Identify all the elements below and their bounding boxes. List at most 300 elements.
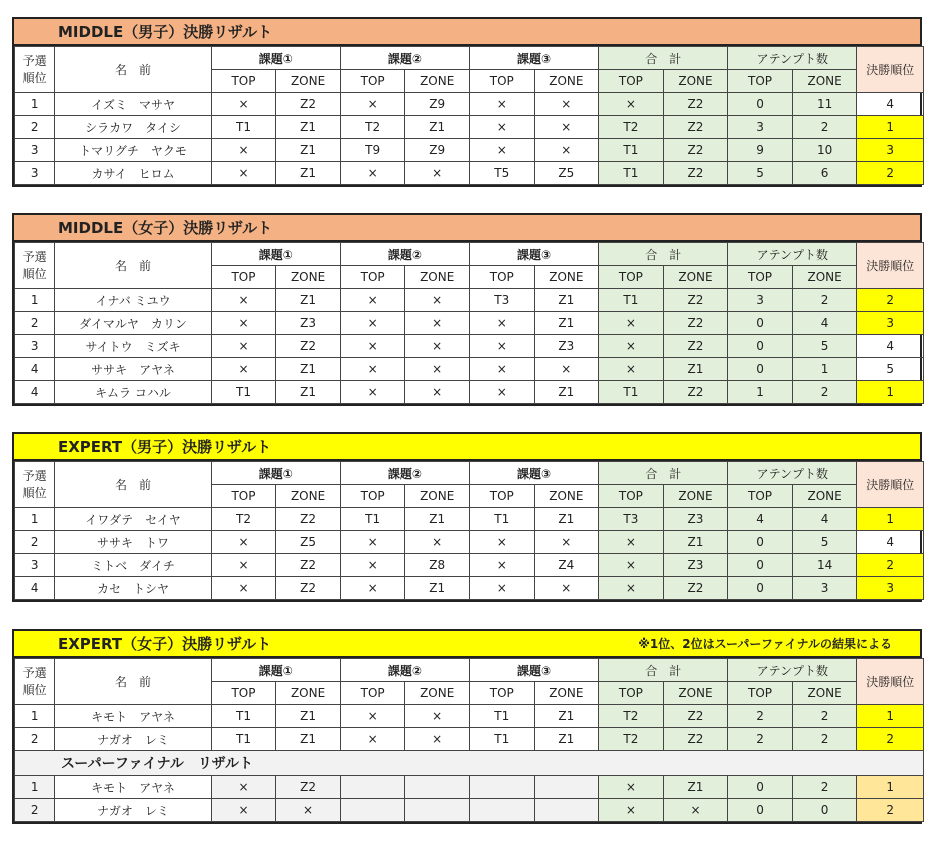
task-zone: Z9 — [405, 139, 470, 162]
total-zone: Z2 — [663, 139, 728, 162]
final-rank-header: 決勝順位 — [857, 659, 924, 705]
athlete-name: キムラ コハル — [55, 381, 211, 404]
final-rank: 2 — [857, 162, 924, 185]
name-header: 名 前 — [55, 243, 211, 289]
task-top: × — [340, 93, 405, 116]
prelim-rank-header — [15, 659, 55, 705]
zone-subheader: ZONE — [405, 70, 470, 93]
total-top: × — [599, 531, 664, 554]
task-top: × — [340, 335, 405, 358]
task-top: T1 — [211, 381, 276, 404]
section-title: MIDDLE（女子）決勝リザルト — [58, 219, 273, 237]
task-zone: × — [534, 358, 599, 381]
attempts-top: 0 — [728, 577, 793, 600]
task-zone: Z1 — [534, 728, 599, 751]
task3-header: 課題③ — [469, 47, 598, 70]
task-top: × — [211, 531, 276, 554]
total-top: T1 — [599, 289, 664, 312]
total-top: × — [599, 577, 664, 600]
results-table — [14, 46, 924, 185]
task2-header: 課題② — [340, 243, 469, 266]
table-row — [15, 289, 924, 312]
section-title: EXPERT（男子）決勝リザルト — [58, 438, 272, 456]
total-top: × — [599, 93, 664, 116]
zone-subheader: ZONE — [792, 70, 857, 93]
athlete-name: ミトベ ダイチ — [55, 554, 211, 577]
table-row — [15, 312, 924, 335]
task-top: T1 — [211, 728, 276, 751]
final-rank: 2 — [857, 728, 924, 751]
task1-header: 課題① — [211, 243, 340, 266]
athlete-name: ナガオ レミ — [55, 728, 211, 751]
total-top: × — [599, 358, 664, 381]
task-top: × — [211, 554, 276, 577]
task-top: × — [340, 554, 405, 577]
total-zone: Z1 — [663, 531, 728, 554]
final-rank: 4 — [857, 335, 924, 358]
total-zone: Z1 — [663, 776, 728, 799]
task-zone: Z1 — [276, 289, 341, 312]
total-top: T1 — [599, 139, 664, 162]
empty-cell — [469, 776, 534, 799]
attempts-zone: 14 — [792, 554, 857, 577]
section-title-bar — [12, 629, 922, 656]
total-top: T3 — [599, 508, 664, 531]
top-subheader: TOP — [211, 682, 276, 705]
section-note: ※1位、2位はスーパーファイナルの結果による — [638, 637, 892, 651]
task-top: × — [469, 531, 534, 554]
task-top: T5 — [469, 162, 534, 185]
final-rank: 1 — [857, 776, 924, 799]
attempts-zone: 5 — [792, 531, 857, 554]
final-rank: 3 — [857, 139, 924, 162]
zone-subheader: ZONE — [405, 485, 470, 508]
task-top: × — [469, 358, 534, 381]
task2-header: 課題② — [340, 462, 469, 485]
task-top: T1 — [469, 508, 534, 531]
task-zone: Z1 — [276, 381, 341, 404]
zone-subheader: ZONE — [405, 266, 470, 289]
task-zone: × — [405, 705, 470, 728]
task-zone: × — [405, 728, 470, 751]
prelim-rank-header-line: 順位 — [22, 682, 47, 697]
superfinal-title-cell — [15, 751, 924, 776]
attempts-header: アテンプト数 — [728, 47, 857, 70]
athlete-name: ササキ アヤネ — [55, 358, 211, 381]
task1-header: 課題① — [211, 659, 340, 682]
attempts-top: 4 — [728, 508, 793, 531]
task-zone: Z5 — [276, 531, 341, 554]
name-header: 名 前 — [55, 659, 211, 705]
task-top: × — [211, 162, 276, 185]
total-zone: Z2 — [663, 312, 728, 335]
total-zone: Z2 — [663, 335, 728, 358]
athlete-name: サイトウ ミズキ — [55, 335, 211, 358]
empty-cell — [405, 776, 470, 799]
table-row — [15, 577, 924, 600]
task3-header: 課題③ — [469, 243, 598, 266]
top-subheader: TOP — [599, 70, 664, 93]
task-zone: Z2 — [276, 577, 341, 600]
top-subheader: TOP — [728, 266, 793, 289]
total-zone: Z2 — [663, 728, 728, 751]
attempts-top: 0 — [728, 335, 793, 358]
prelim-rank-header-line: 予選 — [22, 53, 47, 68]
zone-subheader: ZONE — [276, 70, 341, 93]
prelim-rank: 2 — [15, 799, 55, 822]
attempts-top: 9 — [728, 139, 793, 162]
task-top: × — [211, 93, 276, 116]
total-header: 合 計 — [599, 243, 728, 266]
table-row — [15, 116, 924, 139]
attempts-header: アテンプト数 — [728, 462, 857, 485]
attempts-top: 0 — [728, 531, 793, 554]
task-top: × — [340, 577, 405, 600]
athlete-name: イナバ ミユウ — [55, 289, 211, 312]
task-top: × — [469, 577, 534, 600]
task-zone: Z1 — [276, 162, 341, 185]
results-table — [14, 658, 924, 822]
attempts-zone: 10 — [792, 139, 857, 162]
zone-subheader: ZONE — [663, 70, 728, 93]
task-top: × — [469, 335, 534, 358]
zone-subheader: ZONE — [405, 682, 470, 705]
final-rank: 2 — [857, 554, 924, 577]
header-row — [15, 659, 924, 682]
zone-subheader: ZONE — [663, 266, 728, 289]
prelim-rank: 2 — [15, 531, 55, 554]
task-top: × — [469, 93, 534, 116]
superfinal-title: スーパーファイナル リザルト — [61, 756, 253, 772]
task-zone: Z1 — [405, 508, 470, 531]
task-zone: Z1 — [405, 116, 470, 139]
final-rank: 3 — [857, 577, 924, 600]
prelim-rank-header — [15, 47, 55, 93]
final-rank: 2 — [857, 289, 924, 312]
table-row — [15, 162, 924, 185]
top-subheader: TOP — [340, 266, 405, 289]
results-table-frame — [12, 459, 922, 602]
section-title: EXPERT（女子）決勝リザルト — [58, 635, 272, 653]
attempts-zone: 2 — [792, 289, 857, 312]
attempts-zone: 2 — [792, 381, 857, 404]
task-top: × — [469, 139, 534, 162]
task-zone: Z1 — [405, 577, 470, 600]
prelim-rank: 2 — [15, 312, 55, 335]
empty-cell — [534, 776, 599, 799]
attempts-top: 0 — [728, 312, 793, 335]
results-table — [14, 461, 924, 600]
empty-cell — [469, 799, 534, 822]
task-zone: × — [276, 799, 341, 822]
task-top: × — [340, 381, 405, 404]
top-subheader: TOP — [469, 70, 534, 93]
task-zone: Z1 — [276, 728, 341, 751]
section-title-bar — [12, 213, 922, 240]
task-zone: × — [405, 289, 470, 312]
total-top: × — [599, 799, 664, 822]
total-zone: Z2 — [663, 116, 728, 139]
attempts-top: 0 — [728, 776, 793, 799]
results-table-frame — [12, 44, 922, 187]
final-rank: 5 — [857, 358, 924, 381]
attempts-zone: 2 — [792, 705, 857, 728]
athlete-name: シラカワ タイシ — [55, 116, 211, 139]
results-table-frame — [12, 240, 922, 406]
zone-subheader: ZONE — [792, 682, 857, 705]
task-top: T2 — [211, 508, 276, 531]
athlete-name: イズミ マサヤ — [55, 93, 211, 116]
attempts-zone: 3 — [792, 577, 857, 600]
task-zone: × — [405, 162, 470, 185]
prelim-rank: 4 — [15, 381, 55, 404]
task-zone: × — [534, 116, 599, 139]
top-subheader: TOP — [469, 682, 534, 705]
task-zone: Z1 — [534, 705, 599, 728]
total-top: × — [599, 312, 664, 335]
final-rank-header: 決勝順位 — [857, 462, 924, 508]
task3-header: 課題③ — [469, 659, 598, 682]
attempts-top: 3 — [728, 289, 793, 312]
attempts-zone: 11 — [792, 93, 857, 116]
prelim-rank: 4 — [15, 577, 55, 600]
table-row — [15, 93, 924, 116]
task-zone: Z4 — [534, 554, 599, 577]
total-zone: Z2 — [663, 162, 728, 185]
total-header: 合 計 — [599, 47, 728, 70]
total-header: 合 計 — [599, 462, 728, 485]
name-header: 名 前 — [55, 462, 211, 508]
task-zone: × — [405, 335, 470, 358]
task-top: T2 — [340, 116, 405, 139]
task-zone: Z1 — [534, 508, 599, 531]
total-zone: Z2 — [663, 705, 728, 728]
zone-subheader: ZONE — [663, 485, 728, 508]
table-row — [15, 508, 924, 531]
total-zone: × — [663, 799, 728, 822]
zone-subheader: ZONE — [276, 485, 341, 508]
top-subheader: TOP — [469, 266, 534, 289]
athlete-name: ダイマルヤ カリン — [55, 312, 211, 335]
task-top: T1 — [211, 705, 276, 728]
task-top: × — [340, 162, 405, 185]
task1-header: 課題① — [211, 462, 340, 485]
athlete-name: ナガオ レミ — [55, 799, 211, 822]
zone-subheader: ZONE — [534, 485, 599, 508]
zone-subheader: ZONE — [663, 682, 728, 705]
task-top: × — [211, 335, 276, 358]
attempts-top: 2 — [728, 728, 793, 751]
section-title-bar — [12, 432, 922, 459]
table-row — [15, 705, 924, 728]
results-table-frame — [12, 656, 922, 824]
attempts-header: アテンプト数 — [728, 659, 857, 682]
final-rank: 4 — [857, 93, 924, 116]
task-zone: Z3 — [276, 312, 341, 335]
task-zone: × — [534, 139, 599, 162]
athlete-name: カセ トシヤ — [55, 577, 211, 600]
superfinal-title-row — [15, 751, 924, 776]
prelim-rank: 3 — [15, 554, 55, 577]
task-zone: Z8 — [405, 554, 470, 577]
total-top: T1 — [599, 381, 664, 404]
top-subheader: TOP — [340, 682, 405, 705]
total-header: 合 計 — [599, 659, 728, 682]
task-top: T1 — [469, 705, 534, 728]
final-rank: 3 — [857, 312, 924, 335]
attempts-top: 5 — [728, 162, 793, 185]
task-top: T9 — [340, 139, 405, 162]
table-row — [15, 139, 924, 162]
task-top: × — [340, 531, 405, 554]
zone-subheader: ZONE — [792, 266, 857, 289]
task-top: × — [340, 312, 405, 335]
task-top: × — [340, 728, 405, 751]
prelim-rank: 2 — [15, 116, 55, 139]
top-subheader: TOP — [728, 485, 793, 508]
final-rank: 1 — [857, 381, 924, 404]
final-rank: 2 — [857, 799, 924, 822]
prelim-rank: 1 — [15, 705, 55, 728]
athlete-name: イワダテ セイヤ — [55, 508, 211, 531]
prelim-rank-header-line: 順位 — [22, 485, 47, 500]
prelim-rank-header-line: 予選 — [22, 468, 47, 483]
task-top: T1 — [211, 116, 276, 139]
total-top: × — [599, 554, 664, 577]
task-zone: Z2 — [276, 776, 341, 799]
empty-cell — [534, 799, 599, 822]
table-row — [15, 554, 924, 577]
task2-header: 課題② — [340, 659, 469, 682]
task1-header: 課題① — [211, 47, 340, 70]
total-top: × — [599, 335, 664, 358]
table-row — [15, 335, 924, 358]
task-zone: × — [405, 312, 470, 335]
final-rank: 1 — [857, 705, 924, 728]
total-top: T2 — [599, 705, 664, 728]
table-row — [15, 728, 924, 751]
superfinal-row — [15, 776, 924, 799]
task-top: × — [469, 381, 534, 404]
athlete-name: キモト アヤネ — [55, 705, 211, 728]
result-section — [12, 629, 922, 824]
top-subheader: TOP — [599, 682, 664, 705]
attempts-zone: 5 — [792, 335, 857, 358]
total-top: T2 — [599, 728, 664, 751]
top-subheader: TOP — [211, 266, 276, 289]
total-top: T1 — [599, 162, 664, 185]
final-rank: 4 — [857, 531, 924, 554]
total-zone: Z3 — [663, 554, 728, 577]
task-top: T3 — [469, 289, 534, 312]
total-zone: Z2 — [663, 381, 728, 404]
zone-subheader: ZONE — [276, 266, 341, 289]
top-subheader: TOP — [211, 70, 276, 93]
empty-cell — [340, 799, 405, 822]
task-zone: × — [534, 577, 599, 600]
task-zone: Z1 — [276, 139, 341, 162]
prelim-rank: 3 — [15, 139, 55, 162]
task-zone: Z2 — [276, 508, 341, 531]
task-zone: × — [405, 358, 470, 381]
table-row — [15, 531, 924, 554]
results-table — [14, 242, 924, 404]
attempts-top: 0 — [728, 358, 793, 381]
top-subheader: TOP — [599, 485, 664, 508]
header-row — [15, 47, 924, 70]
task-top: × — [340, 705, 405, 728]
header-row — [15, 462, 924, 485]
task-top: × — [211, 799, 276, 822]
table-row — [15, 358, 924, 381]
task-top: × — [211, 776, 276, 799]
top-subheader: TOP — [469, 485, 534, 508]
prelim-rank-header-line: 順位 — [22, 70, 47, 85]
final-rank-header: 決勝順位 — [857, 243, 924, 289]
athlete-name: カサイ ヒロム — [55, 162, 211, 185]
section-title-bar — [12, 17, 922, 44]
task-top: × — [211, 312, 276, 335]
task-top: × — [469, 312, 534, 335]
task-top: × — [211, 139, 276, 162]
task3-header: 課題③ — [469, 462, 598, 485]
top-subheader: TOP — [599, 266, 664, 289]
attempts-top: 3 — [728, 116, 793, 139]
attempts-top: 1 — [728, 381, 793, 404]
prelim-rank-header-line: 予選 — [22, 249, 47, 264]
attempts-zone: 2 — [792, 116, 857, 139]
zone-subheader: ZONE — [276, 682, 341, 705]
task-zone: Z2 — [276, 335, 341, 358]
task-top: × — [211, 358, 276, 381]
task-zone: Z9 — [405, 93, 470, 116]
task-zone: Z3 — [534, 335, 599, 358]
total-zone: Z2 — [663, 93, 728, 116]
task2-header: 課題② — [340, 47, 469, 70]
top-subheader: TOP — [340, 70, 405, 93]
final-rank-header: 決勝順位 — [857, 47, 924, 93]
task-zone: × — [534, 93, 599, 116]
header-row — [15, 243, 924, 266]
name-header: 名 前 — [55, 47, 211, 93]
prelim-rank: 1 — [15, 776, 55, 799]
section-title: MIDDLE（男子）決勝リザルト — [58, 23, 273, 41]
zone-subheader: ZONE — [534, 682, 599, 705]
total-top: × — [599, 776, 664, 799]
attempts-zone: 2 — [792, 776, 857, 799]
task-top: T1 — [340, 508, 405, 531]
attempts-zone: 4 — [792, 312, 857, 335]
result-section — [12, 213, 922, 406]
empty-cell — [340, 776, 405, 799]
attempts-top: 2 — [728, 705, 793, 728]
prelim-rank: 3 — [15, 162, 55, 185]
top-subheader: TOP — [340, 485, 405, 508]
task-top: × — [469, 116, 534, 139]
top-subheader: TOP — [211, 485, 276, 508]
task-zone: Z2 — [276, 93, 341, 116]
task-zone: Z1 — [276, 705, 341, 728]
superfinal-row — [15, 799, 924, 822]
prelim-rank-header-line: 予選 — [22, 665, 47, 680]
task-top: T1 — [469, 728, 534, 751]
task-top: × — [340, 358, 405, 381]
prelim-rank: 4 — [15, 358, 55, 381]
result-section — [12, 17, 922, 187]
attempts-header: アテンプト数 — [728, 243, 857, 266]
task-zone: × — [405, 381, 470, 404]
task-zone: Z1 — [534, 312, 599, 335]
